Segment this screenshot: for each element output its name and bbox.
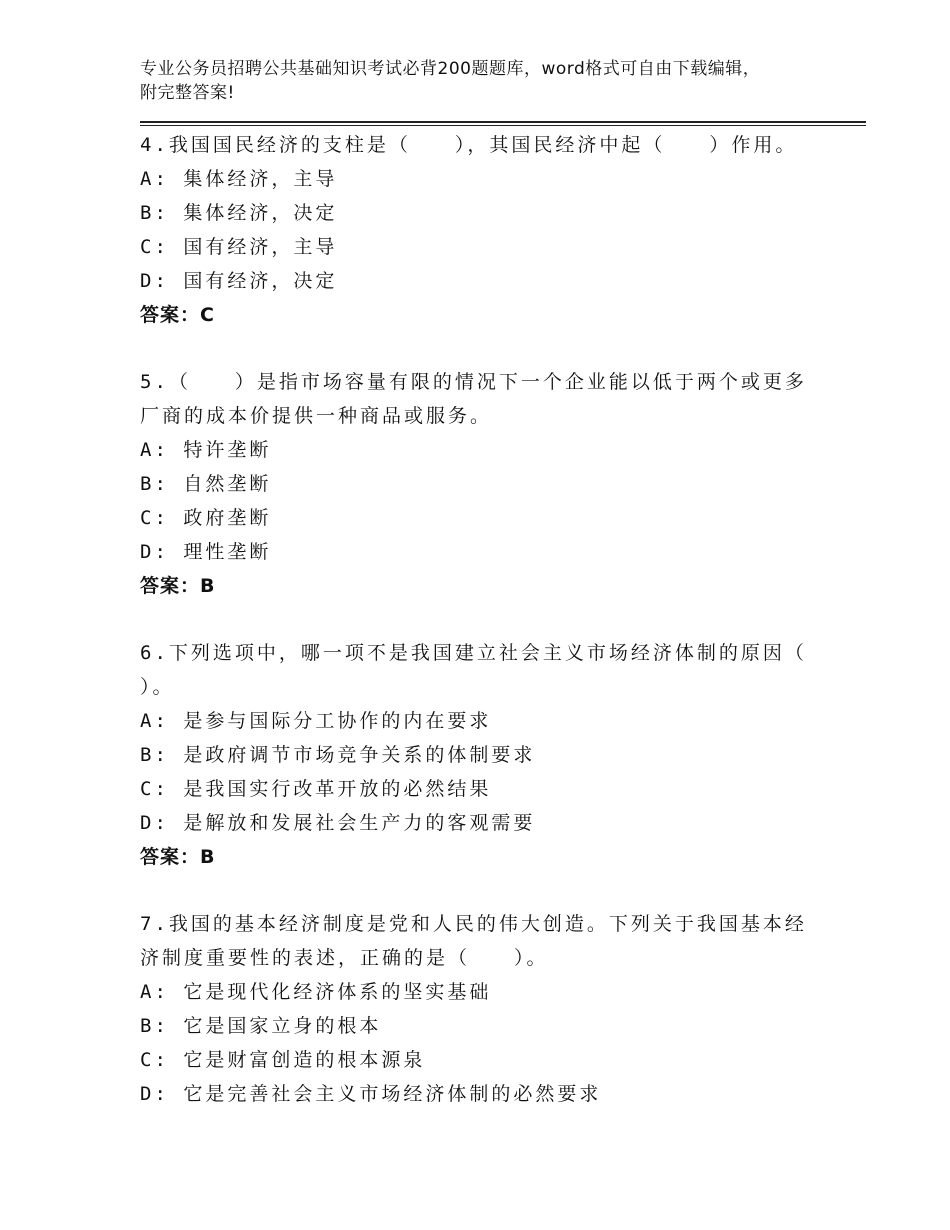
question-list: [140, 128, 860, 1111]
header-divider-thick: [140, 121, 866, 123]
answer-label: 答案：B: [140, 575, 216, 597]
option-c: C: 政府垄断: [140, 507, 272, 529]
option-b: B: 是政府调节市场竞争关系的体制要求: [140, 744, 536, 766]
header-line-2: 附完整答案!: [140, 83, 235, 103]
option-a: A: 是参与国际分工协作的内在要求: [140, 710, 492, 732]
question-stem: 5.（ ）是指市场容量有限的情况下一个企业能以低于两个或更多: [140, 371, 807, 393]
answer-label: 答案：C: [140, 304, 215, 326]
question-stem-continued: 厂商的成本价提供一种商品或服务。: [140, 405, 493, 427]
option-d: D: 它是完善社会主义市场经济体制的必然要求: [140, 1083, 602, 1105]
question-stem: 6.下列选项中，哪一项不是我国建立社会主义市场经济体制的原因（: [140, 642, 807, 664]
option-d: D: 是解放和发展社会生产力的客观需要: [140, 812, 536, 834]
question-stem: 7.我国的基本经济制度是党和人民的伟大创造。下列关于我国基本经: [140, 913, 807, 935]
question-block-7: [140, 907, 860, 1111]
option-b: B: 自然垄断: [140, 473, 272, 495]
question-block-6: [140, 636, 860, 874]
spacer: [140, 332, 860, 365]
page-header: [140, 57, 840, 105]
option-b: B: 它是国家立身的根本: [140, 1015, 382, 1037]
question-block-4: [140, 128, 860, 332]
question-stem-continued: ）。: [140, 676, 175, 698]
question-stem: 4.我国国民经济的支柱是（ ），其国民经济中起（ ）作用。: [140, 134, 798, 156]
option-b: B: 集体经济，决定: [140, 202, 338, 224]
option-a: A: 它是现代化经济体系的坚实基础: [140, 981, 492, 1003]
spacer: [140, 603, 860, 636]
question-block-5: [140, 365, 860, 603]
option-c: C: 它是财富创造的根本源泉: [140, 1049, 426, 1071]
header-line-1: 专业公务员招聘公共基础知识考试必背200题题库，word格式可自由下载编辑，: [140, 59, 761, 79]
answer-label: 答案：B: [140, 846, 216, 868]
option-d: D: 国有经济，决定: [140, 270, 338, 292]
question-stem-continued: 济制度重要性的表述，正确的是（ ）。: [140, 947, 549, 969]
option-a: A: 集体经济，主导: [140, 168, 338, 190]
option-c: C: 国有经济，主导: [140, 236, 338, 258]
header-divider-thin: [140, 125, 866, 126]
option-a: A: 特许垄断: [140, 439, 272, 461]
spacer: [140, 874, 860, 907]
option-d: D: 理性垄断: [140, 541, 272, 563]
option-c: C: 是我国实行改革开放的必然结果: [140, 778, 492, 800]
